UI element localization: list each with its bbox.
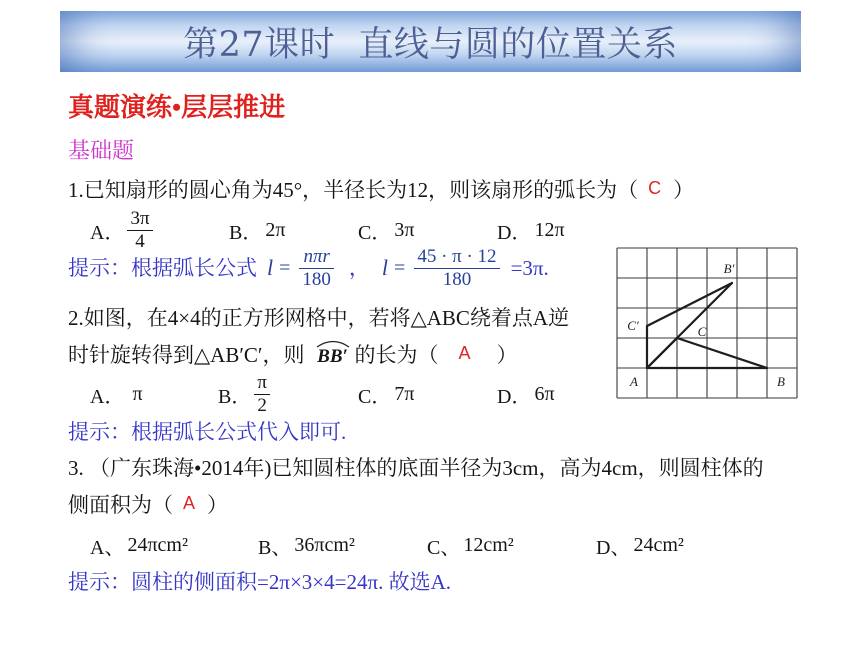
segment-c-prime-b-prime [647, 283, 732, 326]
question-1-option-c [358, 216, 414, 244]
option-value: 6π [534, 382, 555, 405]
hint-text: 提示：根据弧长公式代入即可. [68, 420, 347, 444]
point-label-c: C [697, 324, 707, 339]
question-2-text-after-arc: 的长为（ [354, 343, 439, 367]
option-label: D、 [596, 536, 631, 559]
question-3-stem-line-2 [68, 491, 228, 519]
option-fraction [254, 373, 270, 416]
option-label: B、 [258, 536, 292, 559]
difficulty-level-label: 基础题 [68, 138, 135, 163]
fraction-denominator: 180 [299, 268, 334, 290]
option-value: 24cm² [633, 533, 684, 556]
option-value: 3π [394, 218, 415, 241]
point-label-b: B [777, 374, 785, 389]
option-value: 12cm² [463, 533, 514, 556]
formula-variable: l [381, 255, 389, 280]
question-1-option-d [497, 216, 565, 244]
section-title: 真题演练•层层推进 [68, 93, 286, 122]
question-1-close-paren: ） [673, 178, 695, 202]
hint-text: 提示：根据弧长公式 [68, 256, 257, 280]
question-2-stem-line-2 [68, 341, 518, 369]
hint-result: =3π. [510, 256, 549, 280]
fraction-denominator: 4 [127, 230, 152, 252]
question-3-text: 侧面积为（ [68, 493, 173, 517]
option-value: 12π [534, 218, 565, 241]
option-label: A． [90, 385, 125, 408]
option-value: 24πcm² [127, 533, 188, 556]
question-2-stem-line-1 [68, 304, 569, 332]
question-2-close-paren: ） [496, 343, 518, 367]
page-title: 第27课时 直线与圆的位置关系 [183, 24, 678, 65]
fraction-numerator: nπr [303, 245, 330, 267]
question-3-text: 3. （广东珠海•2014年)已知圆柱体的底面半径为3cm，高为4cm，则圆柱体的 [68, 456, 764, 480]
question-3-option-c [427, 531, 514, 559]
formula-fraction [414, 247, 499, 290]
option-fraction [127, 209, 152, 252]
question-1-text: 1.已知扇形的圆心角为45°，半径长为12，则该扇形的弧长为（ [68, 178, 639, 202]
formula-fraction [299, 247, 334, 290]
question-2-option-c [358, 380, 414, 408]
formula-variable: l [267, 255, 274, 280]
question-2-hint [68, 418, 346, 446]
point-label-a: A [630, 374, 638, 389]
question-2-option-b [218, 371, 273, 416]
fraction-denominator: 2 [254, 394, 270, 416]
hint-separator: ， [348, 256, 370, 280]
grid-lines [617, 248, 797, 398]
fraction-numerator: 45 · π · 12 [417, 245, 497, 267]
point-label-b-prime: B′ [723, 261, 735, 276]
question-2-option-d [497, 380, 555, 408]
option-label: B． [229, 221, 263, 244]
question-1-option-b [229, 216, 285, 244]
formula-equals: = [394, 257, 406, 279]
option-label: C． [358, 221, 392, 244]
arc-notation [315, 339, 351, 366]
question-2-answer: A [458, 343, 471, 363]
question-2-text: 2.如图，在4×4的正方形网格中，若将△ABC绕着点A逆 [68, 306, 570, 330]
question-1-stem [68, 176, 694, 204]
option-value: 36πcm² [294, 533, 355, 556]
question-3-option-b [258, 531, 355, 559]
option-value: 7π [394, 382, 415, 405]
question-3-answer: A [183, 493, 196, 513]
question-3-stem-line-1 [68, 454, 764, 482]
option-label: A、 [90, 536, 125, 559]
question-3-close-paren: ） [207, 493, 229, 517]
question-3-option-d [596, 531, 684, 559]
segment-ab-prime [647, 283, 732, 368]
formula-equals: = [279, 257, 291, 279]
rotation-grid-figure [615, 246, 800, 401]
option-label: A． [90, 221, 125, 244]
question-1-option-a [90, 207, 156, 252]
arc-label: BB′ [317, 345, 348, 367]
option-label: C、 [427, 536, 461, 559]
option-label: C． [358, 385, 392, 408]
fraction-numerator: π [257, 371, 267, 393]
fraction-denominator: 180 [414, 268, 499, 290]
question-2-option-a [90, 380, 143, 408]
question-3-hint [68, 568, 451, 596]
question-3-option-a [90, 531, 188, 559]
question-3-options [0, 531, 860, 559]
question-1-hint [68, 245, 549, 290]
option-value: 2π [265, 218, 286, 241]
option-value: π [132, 382, 143, 405]
option-label: D． [497, 221, 532, 244]
arc-length-formula [267, 247, 337, 290]
option-label: B． [218, 385, 252, 408]
option-label: D． [497, 385, 532, 408]
question-1-options [0, 207, 860, 252]
fraction-numerator: 3π [130, 207, 150, 229]
segment-cb [677, 338, 767, 368]
question-2-text: 时针旋转得到△AB′C′，则 [68, 343, 305, 367]
point-label-c-prime: C′ [627, 318, 639, 333]
arc-length-calculation [382, 247, 503, 290]
hint-text: 提示：圆柱的侧面积=2π×3×4=24π. 故选A. [68, 570, 451, 594]
title-banner [60, 11, 801, 72]
question-1-answer: C [648, 178, 662, 198]
